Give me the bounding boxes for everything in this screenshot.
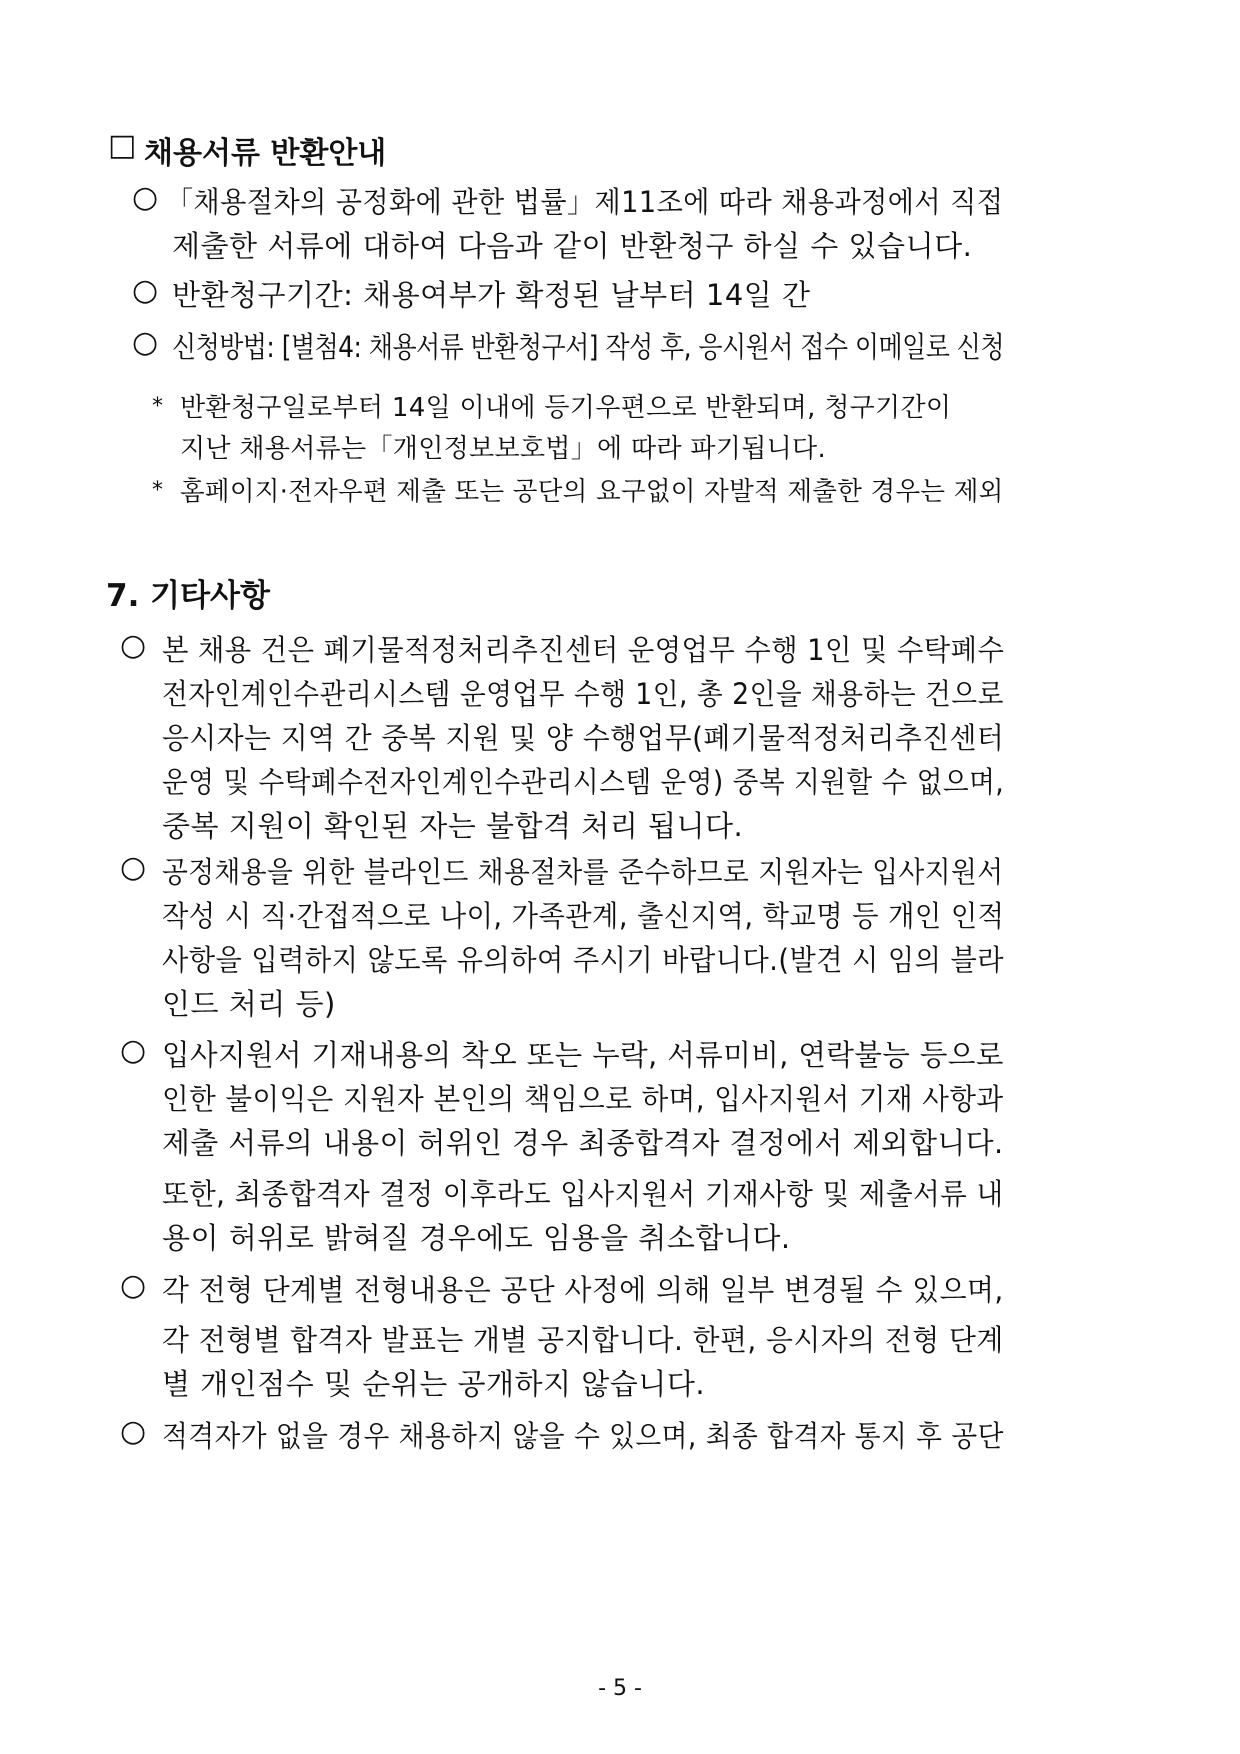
paragraph-line: 반환청구기간: 채용여부가 확정된 날부터 14일 간 (172, 278, 811, 312)
paragraph-line: 각 전형별 합격자 발표는 개별 공지합니다. 한편, 응시자의 전형 단계 (162, 1323, 1004, 1357)
circle-bullet: ○ (120, 1268, 147, 1303)
circle-bullet: ○ (120, 850, 147, 885)
paragraph-line: 운영 및 수탁폐수전자인계인수관리시스템 운영) 중복 지원할 수 없으며, (162, 765, 1005, 799)
paragraph-line: 신청방법: [별첨4: 채용서류 반환청구서] 작성 후, 응시원서 접수 이메일로 신청 (172, 330, 1004, 364)
paragraph-line: 별 개인점수 및 순위는 공개하지 않습니다. (162, 1367, 706, 1401)
paragraph-line: 작성 시 직·간접적으로 나이, 가족관계, 출신지역, 학교명 등 개인 인적 (162, 899, 1005, 933)
circle-bullet: ○ (120, 1033, 147, 1068)
paragraph-line: 용이 허위로 밝혀질 경우에도 임용을 취소합니다. (162, 1221, 791, 1255)
paragraph-line: 본 채용 건은 폐기물적정처리추진센터 운영업무 수행 1인 및 수탁폐수 (162, 633, 1005, 667)
paragraph-line: 「채용절차의 공정화에 관한 법률」제11조에 따라 채용과정에서 직접 (166, 185, 1004, 219)
section-title-return: 채용서류 반환안내 (144, 136, 387, 171)
note-marker: * (152, 478, 163, 503)
paragraph-line: 제출한 서류에 대하여 다음과 같이 반환청구 하실 수 있습니다. (172, 229, 973, 263)
paragraph-line: 또한, 최종합격자 결정 이후라도 입사지원서 기재사항 및 제출서류 내 (162, 1177, 1004, 1211)
circle-bullet: ○ (120, 1414, 147, 1449)
circle-bullet: ○ (132, 325, 159, 360)
note-line: 지난 채용서류는「개인정보보호법」에 따라 파기됩니다. (180, 434, 827, 464)
circle-bullet: ○ (120, 628, 147, 663)
circle-bullet: ○ (132, 180, 159, 215)
paragraph-line: 각 전형 단계별 전형내용은 공단 사정에 의해 일부 변경될 수 있으며, (162, 1273, 1004, 1307)
paragraph-line: 중복 지원이 확인된 자는 불합격 처리 됩니다. (162, 809, 744, 843)
paragraph-line: 공정채용을 위한 블라인드 채용절차를 준수하므로 지원자는 입사지원서 (162, 855, 1004, 889)
paragraph-line: 입사지원서 기재내용의 착오 또는 누락, 서류미비, 연락불능 등으로 (162, 1038, 1004, 1072)
paragraph-line: 응시자는 지역 간 중복 지원 및 양 수행업무(폐기물적정처리추진센터 (162, 721, 1005, 755)
circle-bullet: ○ (132, 273, 159, 308)
section-title-other: 7. 기타사항 (106, 578, 270, 614)
paragraph-line: 인드 처리 등) (162, 987, 336, 1021)
page-number: - 5 - (598, 1676, 642, 1701)
note-line: 홈페이지·전자우편 제출 또는 공단의 요구없이 자발적 제출한 경우는 제외 (180, 477, 1004, 507)
note-marker: * (152, 394, 163, 419)
paragraph-line: 사항을 입력하지 않도록 유의하여 주시기 바랍니다.(발견 시 임의 블라 (162, 943, 1005, 977)
square-marker: □ (108, 128, 137, 163)
paragraph-line: 제출 서류의 내용이 허위인 경우 최종합격자 결정에서 제외합니다. (162, 1126, 1004, 1160)
paragraph-line: 인한 불이익은 지원자 본인의 책임으로 하며, 입사지원서 기재 사항과 (162, 1082, 1004, 1116)
note-line: 반환청구일로부터 14일 이내에 등기우편으로 반환되며, 청구기간이 (180, 393, 952, 423)
paragraph-line: 전자인계인수관리시스템 운영업무 수행 1인, 총 2인을 채용하는 건으로 (162, 677, 1004, 711)
paragraph-line: 적격자가 없을 경우 채용하지 않을 수 있으며, 최종 합격자 통지 후 공단 (162, 1419, 1004, 1453)
